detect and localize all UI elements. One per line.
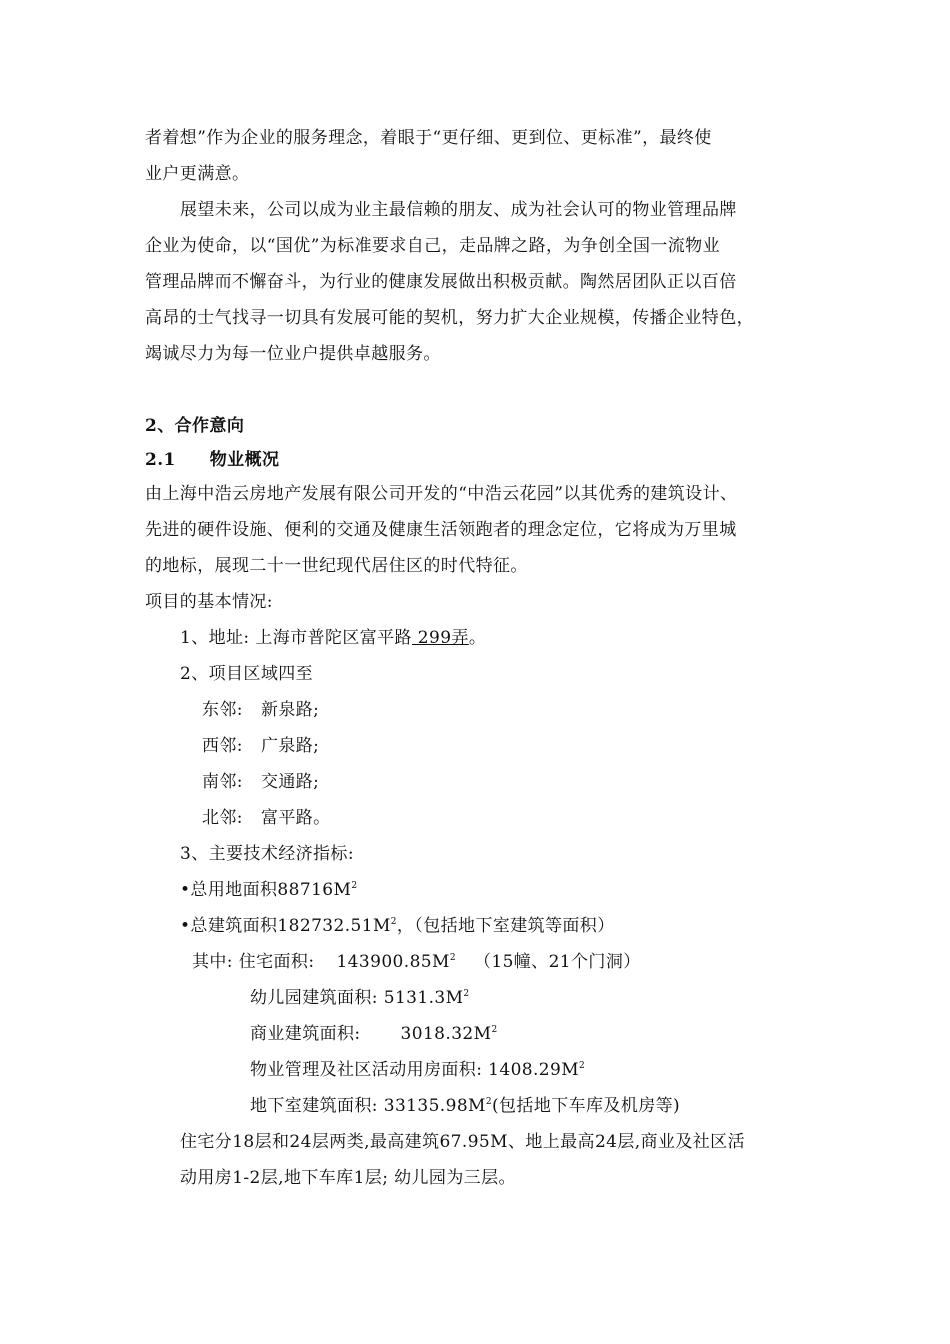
indicators-label: 3、主要技术经济指标: <box>180 844 354 864</box>
section-heading: 2、合作意向 <box>145 416 245 436</box>
residential-value: 143900.85M <box>336 952 450 972</box>
basement-text: 地下室建筑面积: 33135.98M <box>250 1096 486 1116</box>
neighbor-west <box>202 734 319 758</box>
future-para-line-4: 高昂的士气找寻一切具有发展可能的契机，努力扩大企业规模，传播企业特色， <box>145 308 754 328</box>
residential-note: （15幢、21个门洞） <box>473 952 641 972</box>
overview-line-3: 的地标，展现二十一世纪现代居住区的时代特征。 <box>145 556 528 576</box>
property-management-text: 物业管理及社区活动用房面积: 1408.29M <box>250 1060 580 1080</box>
building-area <box>180 914 615 938</box>
floors-line-1: 住宅分18层和24层两类,最高建筑67.95M、地上最高24层,商业及社区活 <box>180 1132 745 1152</box>
neighbor-direction: 南邻: <box>202 772 243 792</box>
address-suffix: 。 <box>468 628 487 648</box>
intro-line-1: 者着想”作为企业的服务理念，着眼于“更仔细、更到位、更标准”，最终使 <box>145 128 712 148</box>
land-area <box>180 878 357 902</box>
overview-line-2: 先进的硬件设施、便利的交通及健康生活领跑者的理念定位，它将成为万里城 <box>145 520 737 540</box>
neighbor-east <box>202 698 319 722</box>
subsection-title: 物业概况 <box>209 450 280 470</box>
neighbor-north <box>202 806 331 830</box>
commercial-area <box>250 1022 498 1046</box>
neighbor-direction: 东邻: <box>202 700 243 720</box>
kindergarten-area <box>250 986 470 1010</box>
commercial-value: 3018.32M <box>400 1024 492 1044</box>
superscript: 2 <box>485 1097 492 1107</box>
kindergarten-text: 幼儿园建筑面积: 5131.3M <box>250 988 464 1008</box>
neighbor-south <box>202 770 319 794</box>
floors-line-2: 动用房1-2层,地下车库1层; 幼儿园为三层。 <box>180 1168 516 1188</box>
basement-area <box>250 1094 680 1118</box>
subsection-number: 2.1 <box>145 450 176 470</box>
future-para-line-5: 竭诚尽力为每一位业户提供卓越服务。 <box>145 344 441 364</box>
superscript: 2 <box>491 1025 498 1035</box>
building-area-note: ，（包括地下室建筑等面积） <box>396 916 615 936</box>
neighbor-road: 广泉路; <box>260 736 320 756</box>
future-para-line-1: 展望未来，公司以成为业主最信赖的朋友、成为社会认可的物业管理品牌 <box>180 200 737 220</box>
residential-area <box>192 950 641 974</box>
superscript: 2 <box>579 1061 586 1071</box>
basement-note: (包括地下车库及机房等) <box>492 1096 681 1116</box>
commercial-label: 商业建筑面积: <box>250 1024 361 1044</box>
land-area-text: •总用地面积88716M <box>180 880 352 900</box>
basic-info-label: 项目的基本情况: <box>145 592 273 612</box>
address-number: 299弄 <box>411 628 469 648</box>
intro-line-2: 业户更满意。 <box>145 164 250 184</box>
superscript: 2 <box>449 953 456 963</box>
subsection-heading <box>145 448 279 472</box>
neighbor-direction: 西邻: <box>202 736 243 756</box>
property-management-area <box>250 1058 585 1082</box>
superscript: 2 <box>463 989 470 999</box>
residential-label: 其中: 住宅面积: <box>192 952 315 972</box>
superscript: 2 <box>351 881 358 891</box>
neighbor-direction: 北邻: <box>202 808 243 828</box>
neighbor-road: 新泉路; <box>260 700 320 720</box>
overview-line-1: 由上海中浩云房地产发展有限公司开发的“中浩云花园”以其优秀的建筑设计、 <box>145 484 738 504</box>
address-prefix: 1、地址: 上海市普陀区富平路 <box>180 628 412 648</box>
address-line <box>180 626 486 650</box>
region-label: 2、项目区域四至 <box>180 664 314 684</box>
building-area-text: •总建筑面积182732.51M <box>180 916 391 936</box>
neighbor-road: 富平路。 <box>260 808 331 828</box>
superscript: 2 <box>390 917 397 927</box>
future-para-line-3: 管理品牌而不懈奋斗，为行业的健康发展做出积极贡献。陶然居团队正以百倍 <box>145 272 737 292</box>
future-para-line-2: 企业为使命，以“国优”为标准要求自己，走品牌之路，为争创全国一流物业 <box>145 236 720 256</box>
neighbor-road: 交通路; <box>260 772 320 792</box>
